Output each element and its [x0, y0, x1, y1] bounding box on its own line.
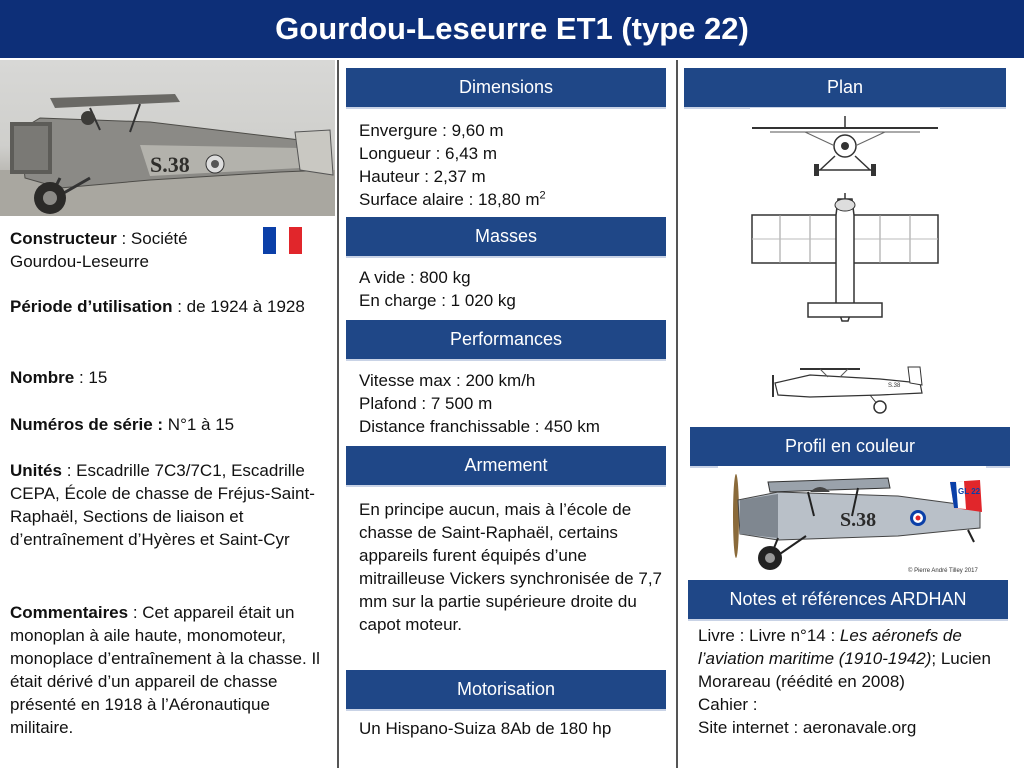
masses-header: Masses [346, 217, 666, 258]
notes-text [698, 624, 998, 739]
surface-alaire: Surface alaire : 18,80 $m^2$ [359, 189, 546, 209]
envergure: Envergure : 9,60 m [359, 121, 504, 140]
livre-title: Les aéronefs de l’aviation maritime (1910-1942) [698, 626, 962, 668]
series-text [10, 413, 320, 436]
profil-header: Profil en couleur [690, 427, 1010, 468]
distance: Distance franchissable : 450 km [359, 417, 600, 436]
performances-list [359, 369, 669, 438]
unites-text [10, 459, 330, 551]
armement-header: Armement [346, 446, 666, 487]
longueur: Longueur : 6,43 m [359, 144, 497, 163]
nombre-value: : 15 [74, 368, 108, 387]
plan-top-view [750, 193, 940, 333]
constructeur-label: Constructeur [10, 229, 117, 248]
livre-reference: Livre : Livre n°14 : Les aéronefs de l’aviation maritime (1910-1942); Lucien Morareau (réédité en 2008) [698, 626, 991, 691]
divider-right [676, 60, 678, 768]
constructeur-text [10, 227, 260, 273]
surface-exponent: 2 [539, 189, 546, 202]
unites-value: : Escadrille 7C3/7C1, Escadrille CEPA, École de chasse de Fréjus-Saint-Raphaël, Sections de liaison et d’entraînement d’Hyères et Saint-Cyr [10, 461, 315, 549]
commentaires-label: Commentaires [10, 603, 129, 622]
plan-side-view [770, 357, 930, 417]
plafond: Plafond : 7 500 m [359, 394, 493, 413]
dimensions-header: Dimensions [346, 68, 666, 109]
dimensions-list [359, 119, 669, 211]
plan-side-marking: S.38 [888, 383, 901, 389]
profile-illustration [718, 466, 986, 578]
french-flag [263, 227, 302, 254]
notes-header: Notes et références ARDHAN [688, 580, 1008, 621]
plan-header: Plan [684, 68, 1006, 109]
plan-front-view [750, 108, 940, 180]
nombre-text [10, 366, 320, 389]
page-title: Gourdou-Leseurre ET1 (type 22) [0, 0, 1024, 58]
profile-copyright: © Pierre André Tilley 2017 [908, 568, 978, 574]
aircraft-photo [0, 60, 335, 216]
profile-fin-text: GL 22 [958, 487, 981, 496]
masse-charge: En charge : 1 020 kg [359, 291, 516, 310]
periode-label: Période d’utilisation [10, 297, 173, 316]
periode-text [10, 295, 320, 318]
nombre-label: Nombre [10, 368, 75, 387]
photo-marking: S.38 [150, 152, 190, 177]
vitesse-max: Vitesse max : 200 km/h [359, 371, 536, 390]
masse-vide: A vide : 800 kg [359, 268, 471, 287]
performances-header: Performances [346, 320, 666, 361]
site-internet: Site internet : aeronavale.org [698, 718, 917, 737]
unites-label: Unités [10, 461, 62, 480]
armement-text: En principe aucun, mais à l’école de chasse de Saint-Raphaël, certains appareils furent équipés d’une mitrailleuse Vickers synchronisée de 7,7 mm sur la partie supérieure droite du capot moteur. [359, 500, 662, 634]
motorisation-text: Un Hispano-Suiza 8Ab de 180 hp [359, 719, 612, 738]
series-label: Numéros de série : [10, 415, 164, 434]
hauteur: Hauteur : 2,37 m [359, 167, 486, 186]
motorisation-header: Motorisation [346, 670, 666, 711]
cahier: Cahier : [698, 695, 758, 714]
masses-list [359, 266, 669, 312]
divider-left [337, 60, 339, 768]
commentaires-value: : Cet appareil était un monoplan à aile haute, monomoteur, monoplace d’entraînement à la chasse. Il était dérivé d’un appareil de chasse présenté en 1918 à l’Aéronautique militaire. [10, 603, 320, 737]
constructeur-value: : Société Gourdou-Leseurre [10, 229, 188, 271]
profile-marking: S.38 [840, 509, 877, 531]
series-value: N°1 à 15 [163, 415, 235, 434]
periode-value: : de 1924 à 1928 [172, 297, 305, 316]
commentaires-text [10, 601, 332, 739]
